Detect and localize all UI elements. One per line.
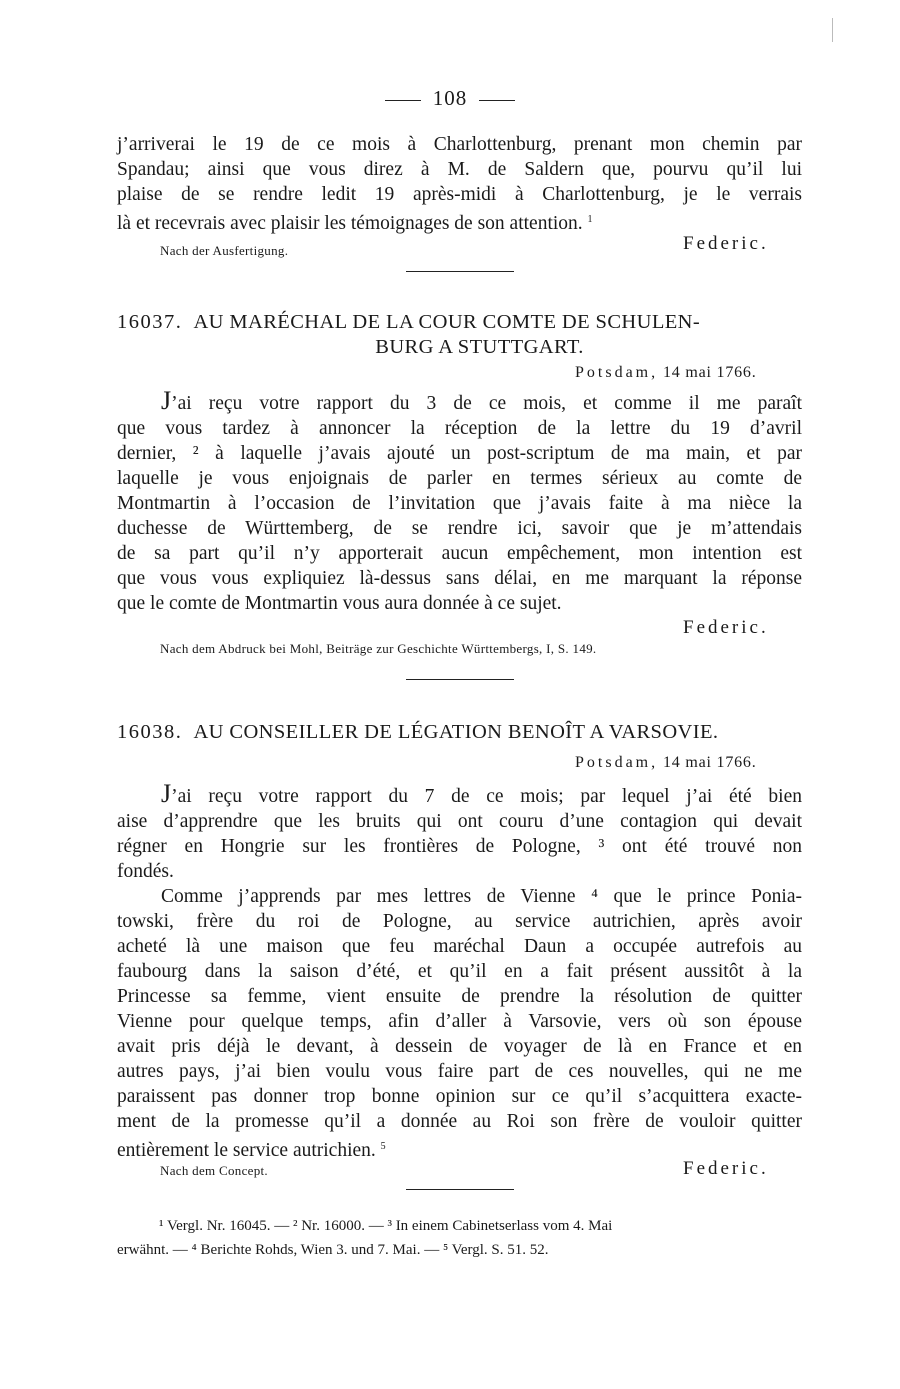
- letter-title: AU MARÉCHAL DE LA COUR COMTE DE SCHULEN-: [193, 311, 701, 333]
- footnote-ref: 5: [380, 1141, 386, 1152]
- footnote-divider: [406, 1189, 514, 1190]
- text-line: régner en Hongrie sur les frontières de Pologne, ³ ont été trouvé non: [117, 836, 802, 857]
- text-line: faubourg dans la saison d’été, et qu’il en a fait présent aussitôt à la: [117, 961, 802, 982]
- text-line-content: entièrement le service autrichien.: [117, 1140, 376, 1161]
- dateline: [575, 364, 757, 382]
- header-dash-right: [479, 100, 515, 101]
- section-divider: [406, 271, 514, 272]
- text-line-content: ’ai reçu votre rapport du 3 de ce mois, et comme il me paraît: [171, 393, 802, 414]
- signature: Federic.: [683, 1158, 769, 1179]
- date: 14 mai 1766.: [662, 364, 757, 381]
- letter-number: 16038.: [117, 721, 183, 743]
- date: 14 mai 1766.: [662, 754, 757, 771]
- letter-number: 16037.: [117, 311, 183, 333]
- text-line-content: là et recevrais avec plaisir les témoignages de son attention.: [117, 213, 583, 234]
- letter-title: AU CONSEILLER DE LÉGATION BENOÎT A VARSOVIE.: [193, 721, 719, 743]
- text-line: paraissent pas donner trop bonne opinion sur ce qu’il s’acquittera exacte-: [117, 1086, 802, 1107]
- text-line: towski, frère du roi de Pologne, au service autrichien, après avoir: [117, 911, 802, 932]
- text-line: Spandau; ainsi que vous direz à M. de Saldern que, pourvu qu’il lui: [117, 159, 802, 180]
- text-line: que vous tardez à annoncer la réception de la lettre du 19 d’avril: [117, 418, 802, 439]
- place: Potsdam,: [575, 364, 659, 381]
- text-line: fondés.: [117, 861, 174, 882]
- letter-heading: [117, 310, 802, 360]
- source-note: Nach dem Concept.: [160, 1163, 268, 1178]
- header-dash-left: [385, 100, 421, 101]
- text-line: autres pays, j’ai bien voulu vous faire part de ces nouvelles, qui ne me: [117, 1061, 802, 1082]
- text-line: [117, 781, 802, 809]
- letter-body: [117, 781, 802, 1163]
- text-line: Vienne pour quelque temps, afin d’aller à Varsovie, vers où son épouse: [117, 1011, 802, 1032]
- place: Potsdam,: [575, 754, 659, 771]
- signature: Federic.: [683, 233, 769, 254]
- signature: Federic.: [683, 617, 769, 638]
- text-line: que vous vous expliquiez là-dessus sans délai, en me marquant la réponse: [117, 568, 802, 589]
- text-line: laquelle je vous enjoignais de parler en termes sérieux au comte de: [117, 468, 802, 489]
- text-line: plaise de se rendre ledit 19 après-midi à Charlottenburg, je le verrais: [117, 184, 802, 205]
- source-note: Nach der Ausfertigung.: [160, 243, 289, 258]
- source-note: Nach dem Abdruck bei Mohl, Beiträge zur Geschichte Württembergs, I, S. 149.: [160, 641, 597, 656]
- text-line-content: ’ai reçu votre rapport du 7 de ce mois; par lequel j’ai été bien: [171, 786, 802, 807]
- footnote-line: erwähnt. — ⁴ Berichte Rohds, Wien 3. und 7. Mai. — ⁵ Vergl. S. 51. 52.: [117, 1242, 549, 1258]
- text-line: acheté là une maison que feu maréchal Daun a occupée autrefois au: [117, 936, 802, 957]
- text-line: avait pris déjà le devant, à dessein de voyager de là en France et en: [117, 1036, 802, 1057]
- text-line: [117, 388, 802, 416]
- text-line: [117, 207, 802, 236]
- letter-title-cont: BURG A STUTTGART.: [375, 336, 584, 358]
- text-line: de sa part qu’il n’y apporterait aucun empêchement, mon intention est: [117, 543, 802, 564]
- footnote-ref: 1: [587, 214, 593, 225]
- intro-paragraph: [117, 132, 802, 236]
- text-line: j’arriverai le 19 de ce mois à Charlottenburg, prenant mon chemin par: [117, 134, 802, 155]
- text-line: Princesse sa femme, vient ensuite de prendre la résolution de quitter: [117, 986, 802, 1007]
- text-line: ment de la promesse qu’il a donnée au Roi son frère de vouloir quitter: [117, 1111, 802, 1132]
- text-line: aise d’apprendre que les bruits qui ont couru d’une contagion qui devait: [117, 811, 802, 832]
- text-line: Montmartin à l’occasion de l’invitation que j’avais faite à ma nièce la: [117, 493, 802, 514]
- text-line: Comme j’apprends par mes lettres de Vienne ⁴ que le prince Ponia-: [161, 886, 802, 907]
- letter-heading: [117, 720, 802, 745]
- footnotes: [117, 1214, 802, 1262]
- text-line: dernier, ² à laquelle j’avais ajouté un post-scriptum de ma main, et par: [117, 443, 802, 464]
- page-number: 108: [432, 86, 468, 110]
- running-header: [0, 86, 900, 111]
- scan-mark: [832, 18, 834, 42]
- section-divider: [406, 679, 514, 680]
- letter-body: [117, 388, 802, 616]
- text-line: duchesse de Württemberg, de se rendre ici, savoir que je m’attendais: [117, 518, 802, 539]
- text-line: que le comte de Montmartin vous aura donnée à ce sujet.: [117, 593, 562, 614]
- dateline: [575, 754, 757, 772]
- initial-letter: J: [161, 779, 172, 808]
- footnote-line: ¹ Vergl. Nr. 16045. — ² Nr. 16000. — ³ In einem Cabinetserlass vom 4. Mai: [159, 1218, 613, 1234]
- initial-letter: J: [161, 386, 172, 415]
